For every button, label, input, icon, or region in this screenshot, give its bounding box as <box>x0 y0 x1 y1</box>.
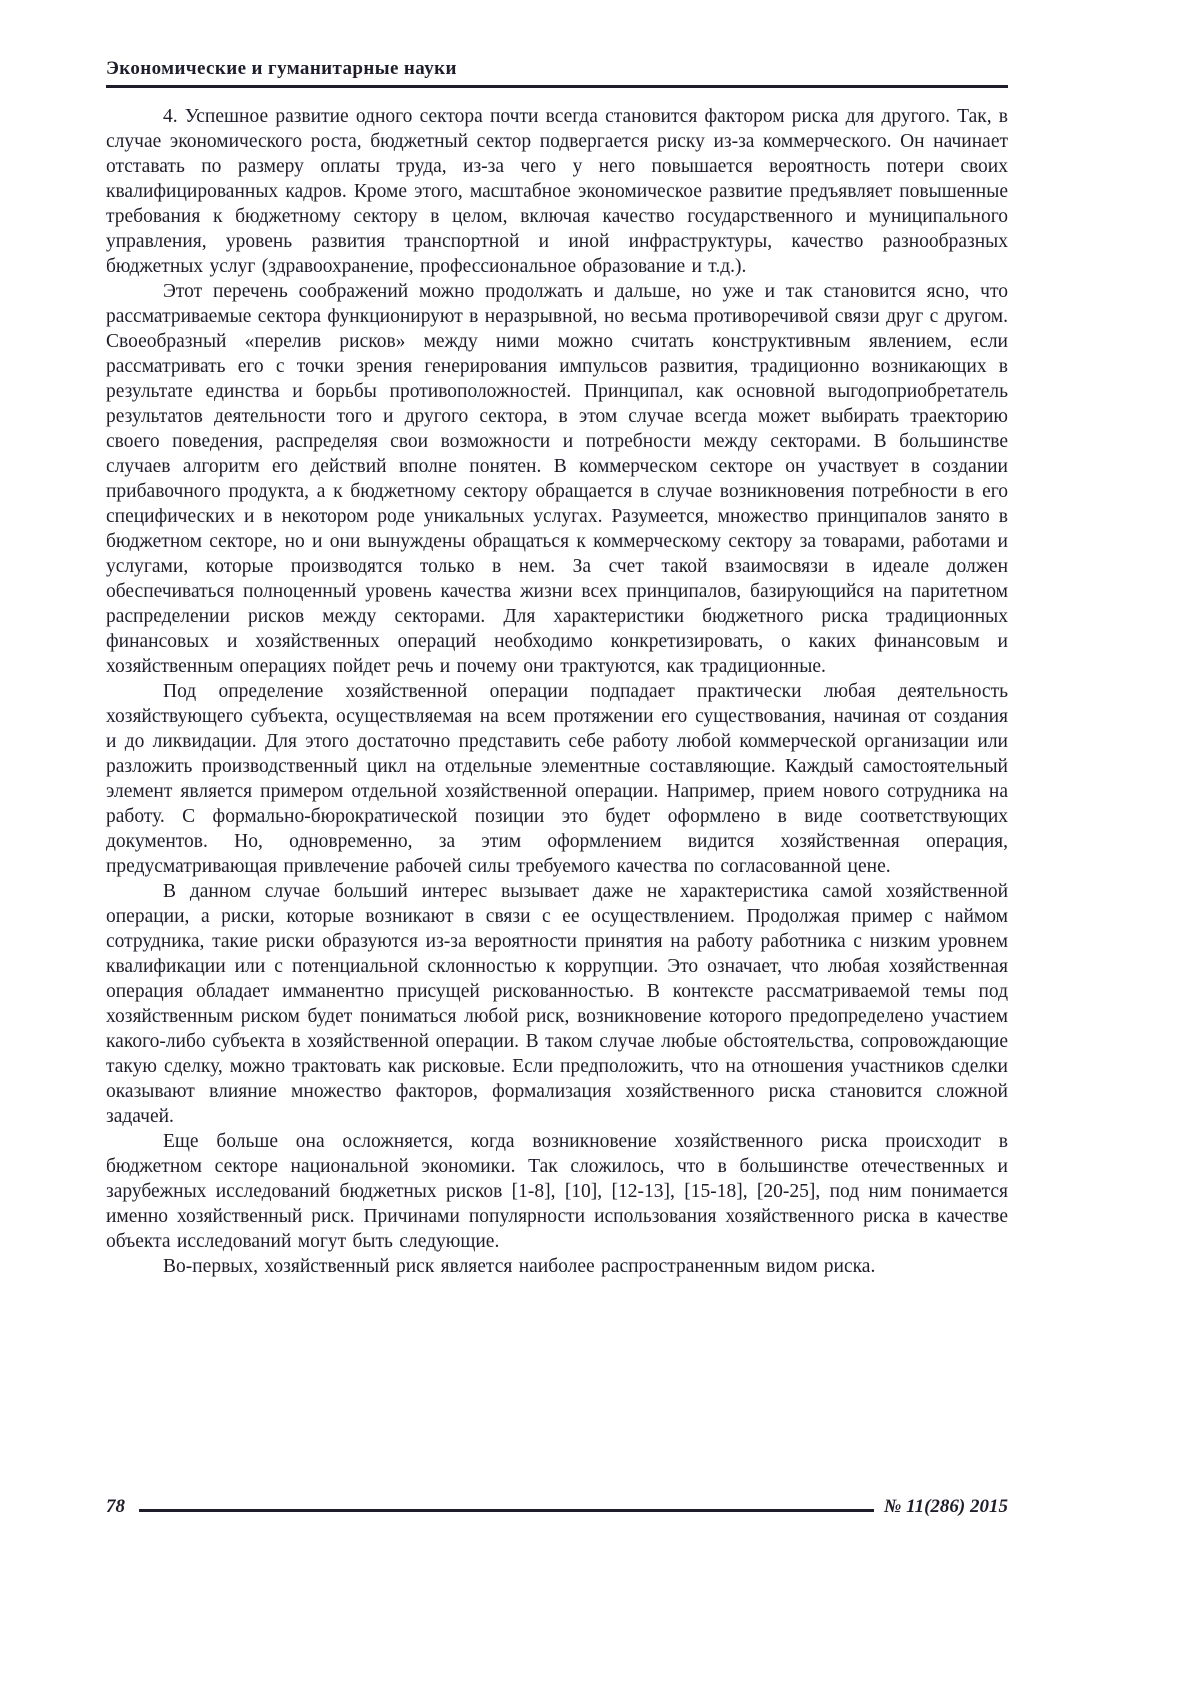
paragraph: В данном случае больший интерес вызывает даже не характеристика самой хозяйственной операции, а риски, которые возникают в связи с ее осуществлением. Продолжая пример с наймом сотрудника, такие риски образуются из-за вероятности принятия на работу работника с низким уровнем квалификации или с потенциальной склонностью к коррупции. Это означает, что любая хозяйственная операция обладает имманентно присущей рискованностью. В контексте рассматриваемой темы под хозяйственным риском будет пониматься любой риск, возникновение которого предопределено участием какого-либо субъекта в хозяйственной операции. В таком случае любые обстоятельства, сопровождающие такую сделку, можно трактовать как рисковые. Если предположить, что на отношения участников сделки оказывают влияние множество факторов, формализация хозяйственного риска становится сложной задачей. <box>106 881 1008 1127</box>
paragraph: 4. Успешное развитие одного сектора почти всегда становится фактором риска для другого. Так, в случае экономического роста, бюджетный сектор подвергается риску из-за коммерческого. Он начинает отставать по размеру оплаты труда, из-за чего у него повышается вероятность потери своих квалифицированных кадров. Кроме этого, масштабное экономическое развитие предъявляет повышенные требования к бюджетному сектору в целом, включая качество государственного и муниципального управления, уровень развития транспортной и иной инфраструктуры, качество разнообразных бюджетных услуг (здравоохранение, профессиональное образование и т.д.). <box>106 106 1008 277</box>
issue-label: № 11(286) 2015 <box>884 1496 1008 1517</box>
journal-section-title: Экономические и гуманитарные науки <box>106 58 457 79</box>
footer-rule <box>139 1509 874 1512</box>
article-body <box>106 104 1008 1279</box>
paragraph: Под определение хозяйственной операции подпадает практически любая деятельность хозяйствующего субъекта, осуществляемая на всем протяжении его существования, начиная от создания и до ликвидации. Для этого достаточно представить себе работу любой коммерческой организации или разложить производственный цикл на отдельные элементные составляющие. Каждый самостоятельный элемент является примером отдельной хозяйственной операции. Например, прием нового сотрудника на работу. С формально-бюрократической позиции это будет оформлено в виде соответствующих документов. Но, одновременно, за этим оформлением видится хозяйственная операция, предусматривающая привлечение рабочей силы требуемого качества по согласованной цене. <box>106 681 1008 877</box>
paragraph: Еще больше она осложняется, когда возникновение хозяйственного риска происходит в бюджетном секторе национальной экономики. Так сложилось, что в большинстве отечественных и зарубежных исследований бюджетных рисков [1-8], [10], [12-13], [15-18], [20-25], под ним понимается именно хозяйственный риск. Причинами популярности использования хозяйственного риска в качестве объекта исследований могут быть следующие. <box>106 1131 1008 1252</box>
page-number: 78 <box>106 1496 125 1517</box>
paragraph: Во-первых, хозяйственный риск является наиболее распространенным видом риска. <box>163 1256 876 1277</box>
paragraph: Этот перечень соображений можно продолжать и дальше, но уже и так становится ясно, что рассматриваемые сектора функционируют в неразрывной, но весьма противоречивой связи друг с другом. Своеобразный «перелив рисков» между ними можно считать конструктивным явлением, если рассматривать его с точки зрения генерирования импульсов развития, традиционно возникающих в результате единства и борьбы противоположностей. Принципал, как основной выгодоприобретатель результатов деятельности того и другого сектора, в этом случае всегда может выбирать траекторию своего поведения, распределяя свои возможности и потребности между секторами. В большинстве случаев алгоритм его действий вполне понятен. В коммерческом секторе он участвует в создании прибавочного продукта, а к бюджетному сектору обращается в случае возникновения потребности в его специфических и в некотором роде уникальных услугах. Разумеется, множество принципалов занято в бюджетном секторе, но и они вынуждены обращаться к коммерческому сектору за товарами, работами и услугами, которые производятся только в нем. За счет такой взаимосвязи в идеале должен обеспечиваться полноценный уровень качества жизни всех принципалов, базирующийся на паритетном распределении рисков между секторами. Для характеристики бюджетного риска традиционных финансовых и хозяйственных операций необходимо конкретизировать, о каких финансовым и хозяйственным операциях пойдет речь и почему они трактуются, как традиционные. <box>106 281 1008 677</box>
page-footer <box>106 1496 1008 1518</box>
running-header <box>106 58 1008 88</box>
